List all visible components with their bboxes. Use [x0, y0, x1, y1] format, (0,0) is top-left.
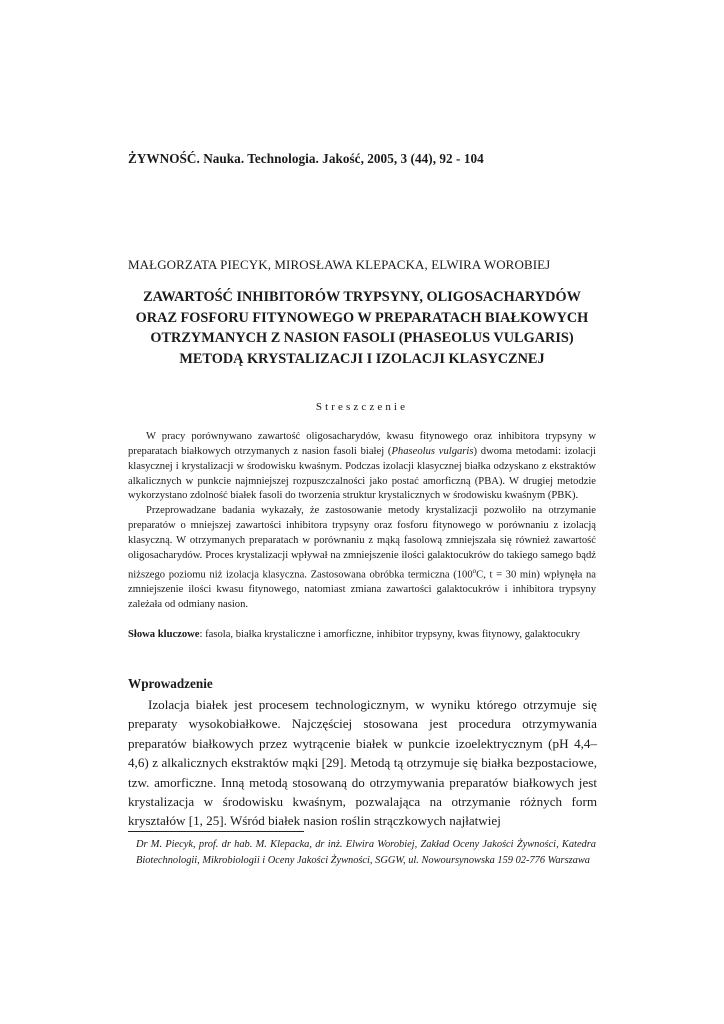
title-line: ZAWARTOŚĆ INHIBITORÓW TRYPSYNY, OLIGOSACHARYDÓW — [143, 289, 581, 305]
title-line: OTRZYMANYCH Z NASION FASOLI (PHASEOLUS VULGARIS) — [150, 330, 574, 346]
section-heading: Wprowadzenie — [128, 676, 213, 691]
footnote-divider — [128, 831, 304, 832]
title-line: METODĄ KRYSTALIZACJI I IZOLACJI KLASYCZNEJ — [179, 350, 545, 367]
author-affiliation-footnote: Dr M. Piecyk, prof. dr hab. M. Klepacka, dr inż. Elwira Worobiej, Zakład Oceny Jakości Żywności, Katedra Biotechnologii, Mikrobiologii i Oceny Jakości Żywności, SGGW, ul. Nowoursynowska 159 02-776 Warszawa — [136, 839, 596, 866]
author-list: MAŁGORZATA PIECYK, MIROSŁAWA KLEPACKA, ELWIRA WOROBIEJ — [128, 257, 551, 272]
degree-superscript: o — [472, 566, 477, 575]
keywords — [128, 628, 596, 642]
journal-header: ŻYWNOŚĆ. Nauka. Technologia. Jakość, 2005, 3 (44), 92 - 104 — [128, 151, 484, 166]
abstract-text: C, t = 30 min) wpłynęła na zmniejszenie ilości kwasu fitynowego, natomiast zmiana zawartości galaktocukrów i inhibitora trypsyny zależała od odmiany nasion. — [128, 569, 596, 610]
abstract — [128, 430, 596, 613]
abstract-text: W pracy porównywano zawartość oligosacharydów, kwasu fitynowego oraz inhibitora trypsyny w preparatach białkowych otrzymanych z nasion fasoli białej ( — [128, 431, 596, 457]
article-title — [120, 287, 604, 369]
abstract-heading: Streszczenie — [315, 401, 409, 413]
abstract-paragraph — [128, 430, 596, 504]
title-line: ORAZ FOSFORU FITYNOWEGO W PREPARATACH BIAŁKOWYCH — [135, 309, 589, 326]
keywords-list: : fasola, białka krystaliczne i amorficzne, inhibitor trypsyny, kwas fitynowy, galaktocukry — [199, 629, 580, 640]
abstract-text: ) dwoma metodami: izolacji klasycznej i krystalizacji w środowisku kwaśnym. Podczas izolacji klasycznej białka odzyskano z ekstraktów alkalicznych w punkcie najmniejszej rozpuszczalności jako postać amorficzną (PBA). W drugiej metodzie wykorzystano zdolność białek fasoli do tworzenia struktur krystalicznych w środowisku kwaśnym (PBK). — [128, 445, 596, 502]
keywords-label: Słowa kluczowe — [128, 629, 200, 640]
intro-body — [128, 695, 597, 831]
abstract-text: Przeprowadzane badania wykazały, że zastosowanie metody krystalizacji pozwoliło na otrzymanie preparatów o mniejszej zawartości inhibitora trypsyny oraz fosforu fitynowego w porównaniu z izolacją klasyczną. W otrzymanych preparatach w porównaniu z mąką fasolową zmniejszała się również zawartość oligosacharydów. Proces krystalizacji wpływał na zmniejszenie ilości galaktocukrów do takiego samego bądź niższego poziomu niż izolacja klasyczna. Zastosowana obróbka termiczna (100 — [128, 505, 596, 581]
abstract-paragraph — [128, 504, 596, 612]
intro-paragraph: Izolacja białek jest procesem technologicznym, w wyniku którego otrzymuje się preparaty wysokobiałkowe. Najczęściej stosowana jest procedura otrzymywania preparatów białkowych przez wytrącenie białek w punkcie izoelektrycznym (pH 4,4–4,6) z alkalicznych ekstraktów mąki [29]. Metodą tą otrzymuje się białka bezpostaciowe, tzw. amorficzne. Inną metodą stosowaną do otrzymywania preparatów białkowych jest krystalizacja w środowisku kwaśnym, pozwalająca na otrzymanie różnych form kryształów [1, 25]. Wśród białek nasion roślin strączkowych najłatwiej — [128, 697, 597, 829]
latin-species-name: Phaseolus vulgaris — [391, 445, 474, 457]
